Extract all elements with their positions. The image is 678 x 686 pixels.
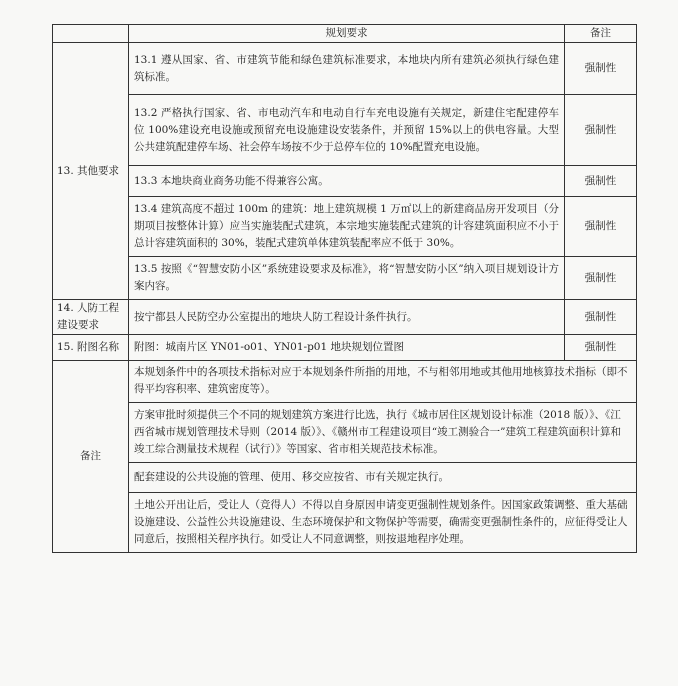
requirement-civil-defense: 按宁都县人民防空办公室提出的地块人防工程设计条件执行。 <box>129 300 565 335</box>
note-13-5: 强制性 <box>565 257 637 300</box>
table-row <box>53 166 637 197</box>
table-row <box>53 197 637 257</box>
remark-4: 土地公开出让后，受让人（竞得人）不得以自身原因申请变更强制性规划条件。因国家政策调整、重大基础设施建设、公益性公共设施建设、生态环境保护和文物保护等需要，确需变更强制性条件的，应征得受让人同意后，按照相关程序执行。如受让人不同意调整，则按退地程序处理。 <box>129 493 637 553</box>
table-row <box>53 300 637 335</box>
header-requirements: 规划要求 <box>129 25 565 43</box>
category-attachments: 15. 附图名称 <box>53 335 129 361</box>
header-category <box>53 25 129 43</box>
note-13-4: 强制性 <box>565 197 637 257</box>
requirement-13-1: 13.1 遵从国家、省、市建筑节能和绿色建筑标准要求，本地块内所有建筑必须执行绿色建筑标准。 <box>129 43 565 95</box>
table-row <box>53 95 637 166</box>
requirement-attachments: 附图：城南片区 YN01-o01、YN01-p01 地块规划位置图 <box>129 335 565 361</box>
requirement-13-3: 13.3 本地块商业商务功能不得兼容公寓。 <box>129 166 565 197</box>
requirement-13-2: 13.2 严格执行国家、省、市电动汽车和电动自行车充电设施有关规定，新建住宅配建停车位 100%建设充电设施或预留充电设施建设安装条件，并预留 15%以上的供电容量。大型公共建筑配建停车场、社会停车场按不少于总停车位的 10%配置充电设施。 <box>129 95 565 166</box>
header-note: 备注 <box>565 25 637 43</box>
category-civil-defense: 14. 人防工程建设要求 <box>53 300 129 335</box>
remark-2: 方案审批时须提供三个不同的规划建筑方案进行比选，执行《城市居住区规划设计标准（2018 版）》、《江西省城市规划管理技术导则（2014 版）》、《赣州市工程建设项目“竣工测验合一”建筑工程建筑面积计算和竣工综合测量技术规程（试行）》等国家、省市相关规范技术标准。 <box>129 403 637 463</box>
table-row <box>53 361 637 403</box>
requirement-13-4: 13.4 建筑高度不超过 100m 的建筑：地上建筑规模 1 万㎡以上的新建商品房开发项目（分期项目按整体计算）应当实施装配式建筑，本宗地实施装配式建筑的计容建筑面积应不小于总计容建筑面积的 30%，装配式建筑单体建筑装配率应不低于 30%。 <box>129 197 565 257</box>
table-row <box>53 257 637 300</box>
note-attachments: 强制性 <box>565 335 637 361</box>
table-row <box>53 403 637 463</box>
remark-3: 配套建设的公共设施的管理、使用、移交应按省、市有关规定执行。 <box>129 463 637 493</box>
planning-requirements-table <box>52 24 637 553</box>
requirement-13-5: 13.5 按照《“智慧安防小区”系统建设要求及标准》，将“智慧安防小区”纳入项目规划设计方案内容。 <box>129 257 565 300</box>
table-row <box>53 463 637 493</box>
table-row <box>53 335 637 361</box>
note-13-1: 强制性 <box>565 43 637 95</box>
note-civil-defense: 强制性 <box>565 300 637 335</box>
category-other-requirements: 13. 其他要求 <box>53 43 129 300</box>
table-row <box>53 493 637 553</box>
category-remarks: 备注 <box>53 361 129 553</box>
note-13-2: 强制性 <box>565 95 637 166</box>
note-13-3: 强制性 <box>565 166 637 197</box>
table-header-row <box>53 25 637 43</box>
table-row <box>53 43 637 95</box>
remark-1: 本规划条件中的各项技术指标对应于本规划条件所指的用地，不与相邻用地或其他用地核算技术指标（即不得平均容积率、建筑密度等）。 <box>129 361 637 403</box>
